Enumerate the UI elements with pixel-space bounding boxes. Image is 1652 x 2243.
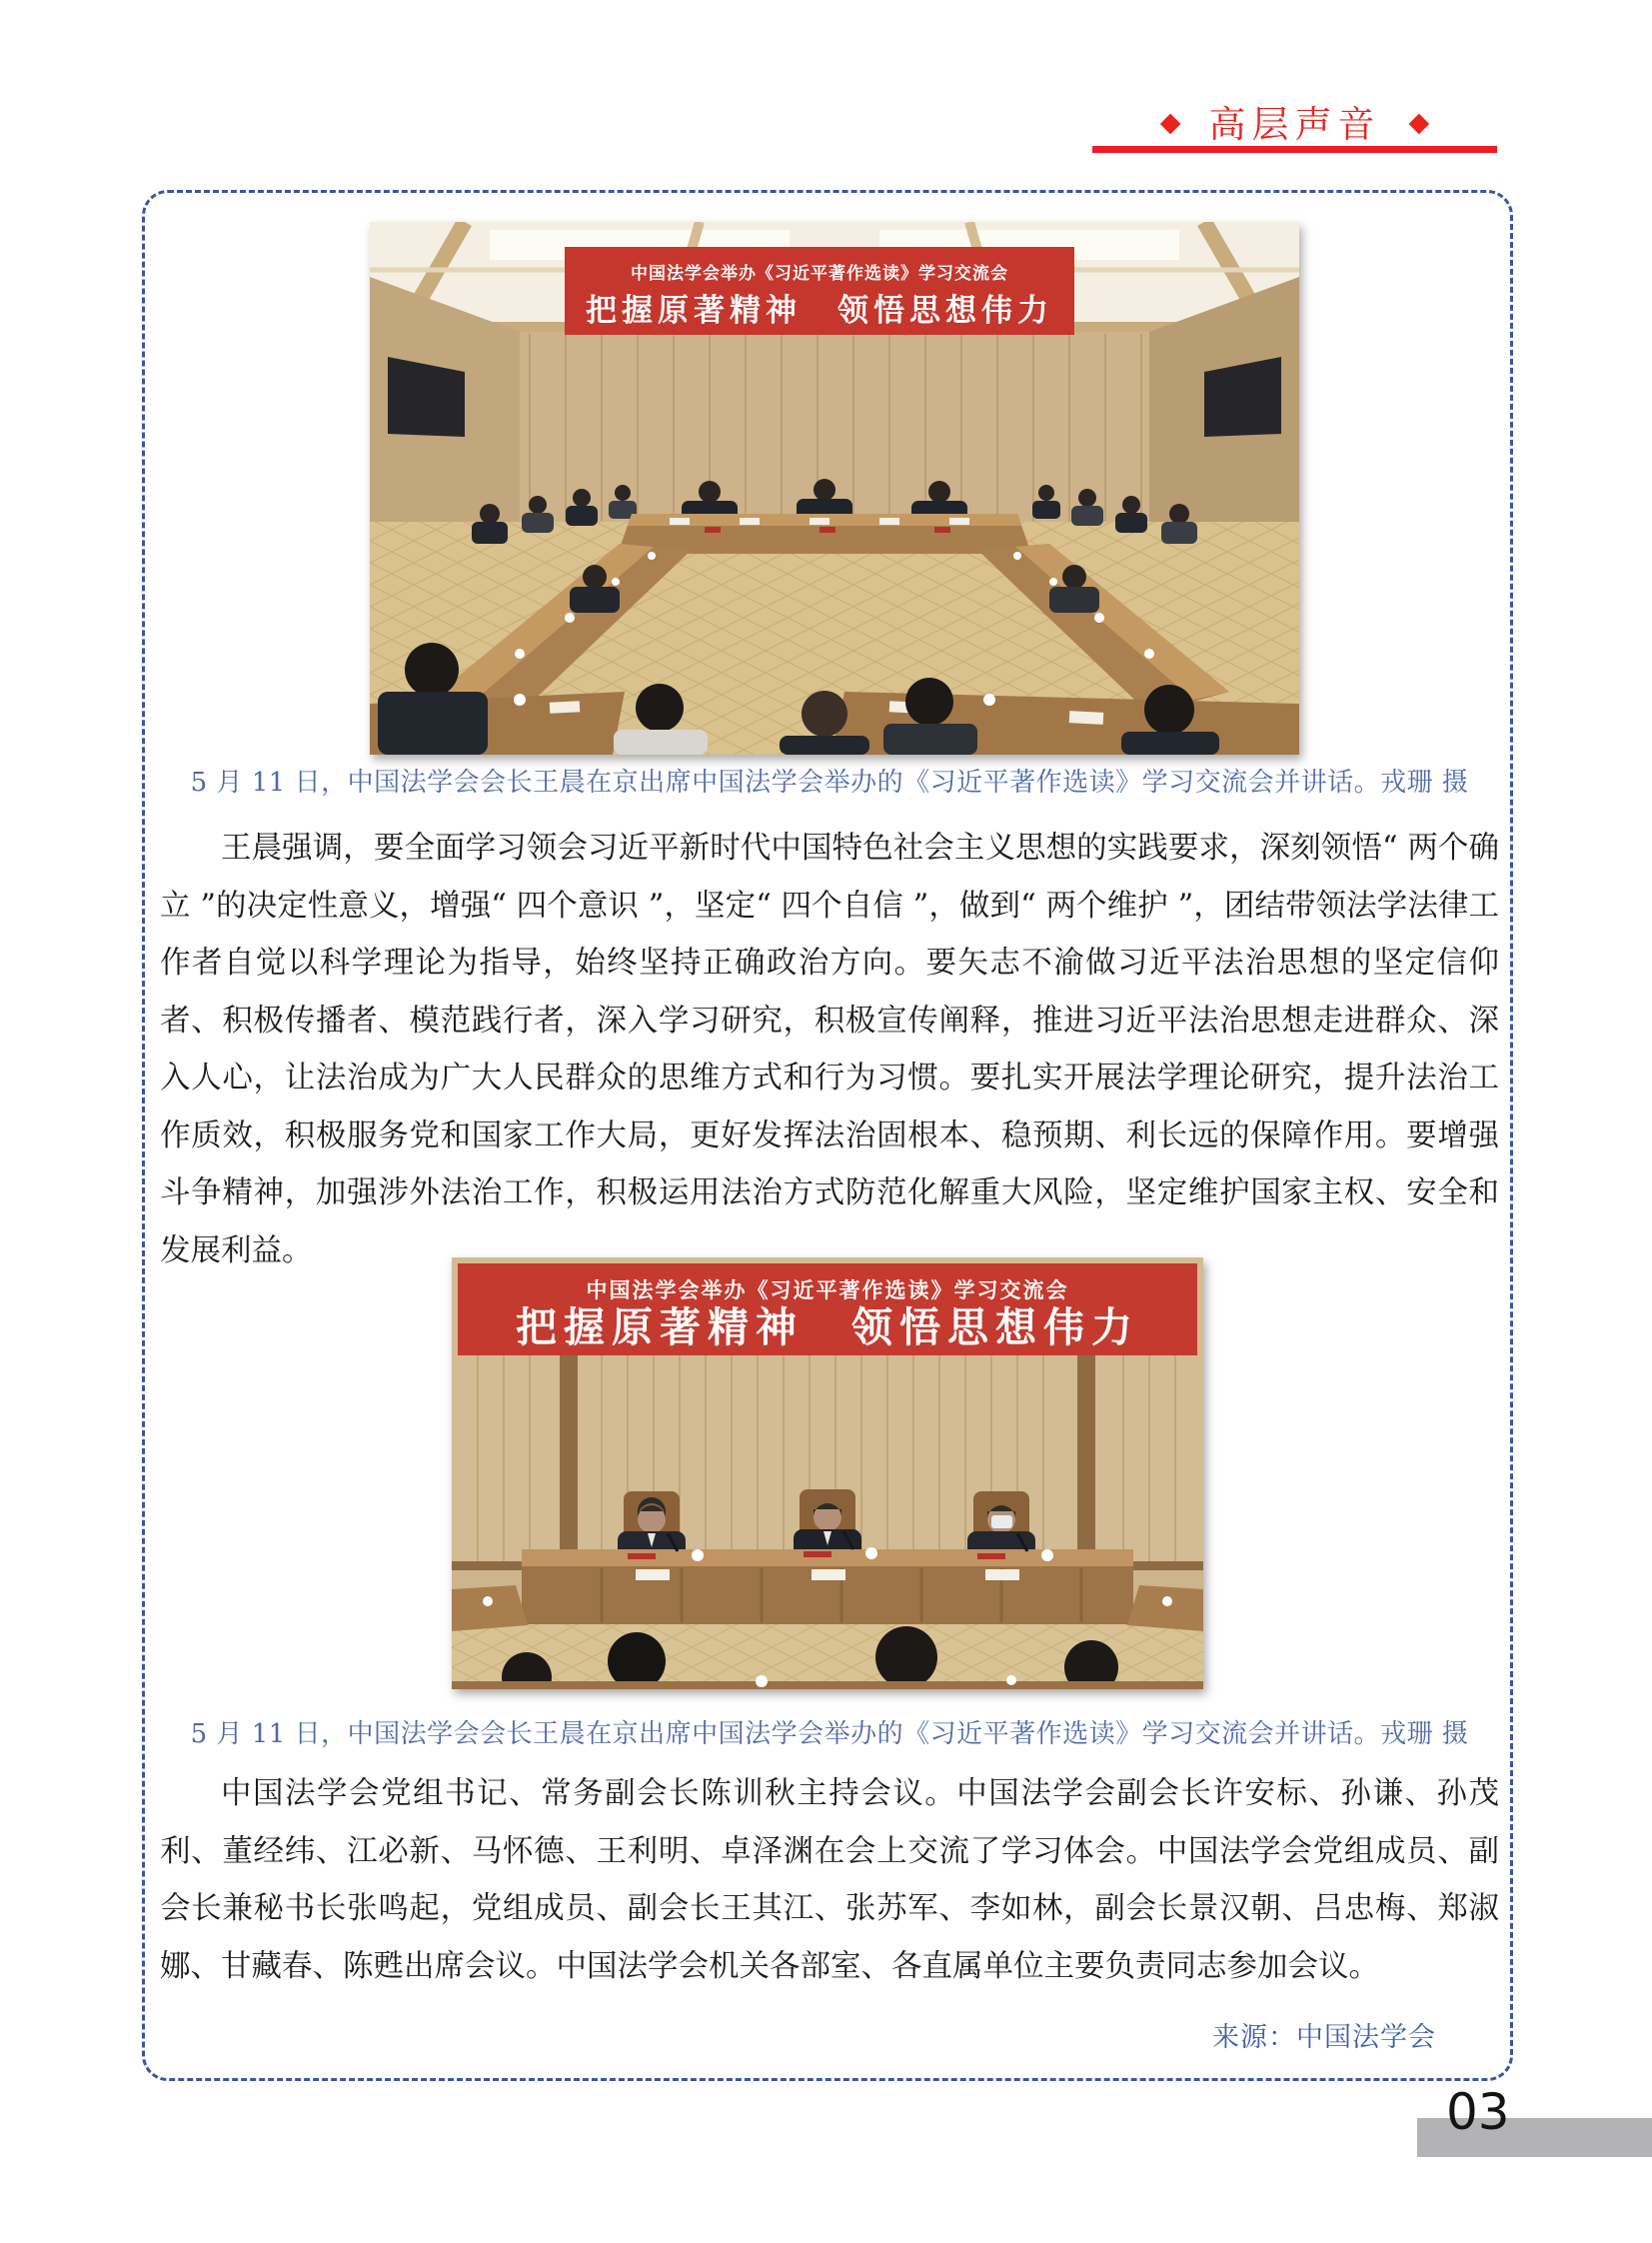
section-title: 高层声音 bbox=[1208, 103, 1381, 146]
header-rule bbox=[1092, 146, 1497, 153]
meeting-room-photo-close-art bbox=[452, 1257, 1203, 1689]
meeting-room-photo-wide bbox=[370, 222, 1299, 755]
photo2-banner-line2: 把握原著精神 领悟思想伟力 bbox=[516, 1303, 1139, 1351]
photo1-banner-line1: 中国法学会举办《习近平著作选读》学习交流会 bbox=[631, 264, 1008, 284]
section-header bbox=[1092, 94, 1497, 148]
photo2-banner-line1: 中国法学会举办《习近平著作选读》学习交流会 bbox=[586, 1278, 1069, 1302]
photo2-caption: 5 月 11 日，中国法学会会长王晨在京出席中国法学会举办的《习近平著作选读》学习交流会并讲话。戎珊 摄 bbox=[190, 1719, 1469, 1749]
body-paragraph-1: 王晨强调，要全面学习领会习近平新时代中国特色社会主义思想的实践要求，深刻领悟“ 两个确立 ”的决定性意义，增强“ 四个意识 ”，坚定“ 四个自信 ”，做到“ 两个维护 ”，团结带领法学法律工作者自觉以科学理论为指导，始终坚持正确政治方向。要矢志不渝做习近平法治思想的坚定信仰者、积极传播者、模范践行者，深入学习研究，积极宣传阐释，推进习近平法治思想走进群众、深入人心，让法治成为广大人民群众的思维方式和行为习惯。要扎实开展法学理论研究，提升法治工作质效，积极服务党和国家工作大局，更好发挥法治固根本、稳预期、利长远的保障作用。要增强斗争精神，加强涉外法治工作，积极运用法治方式防范化解重大风险，坚定维护国家主权、安全和发展利益。 bbox=[160, 831, 1499, 1268]
diamond-icon: ◆ bbox=[1159, 106, 1181, 138]
source-credit: 来源：中国法学会 bbox=[1212, 2022, 1436, 2053]
body-paragraph-2: 中国法学会党组书记、常务副会长陈训秋主持会议。中国法学会副会长许安标、孙谦、孙茂利、董经纬、江必新、马怀德、王利明、卓泽渊在会上交流了学习体会。中国法学会党组成员、副会长兼秘书长张鸣起，党组成员、副会长王其江、张苏军、李如林，副会长景汉朝、吕忠梅、郑淑娜、甘藏春、陈甦出席会议。中国法学会机关各部室、各直属单位主要负责同志参加会议。 bbox=[160, 1776, 1499, 1984]
photo1-caption: 5 月 11 日，中国法学会会长王晨在京出席中国法学会举办的《习近平著作选读》学习交流会并讲话。戎珊 摄 bbox=[190, 768, 1469, 798]
page-number: 03 bbox=[1446, 2083, 1510, 2141]
meeting-room-photo-wide-art bbox=[370, 222, 1299, 755]
photo1-banner-line2: 把握原著精神 领悟思想伟力 bbox=[586, 293, 1053, 329]
meeting-room-photo-close bbox=[452, 1257, 1203, 1689]
diamond-icon: ◆ bbox=[1408, 106, 1430, 138]
